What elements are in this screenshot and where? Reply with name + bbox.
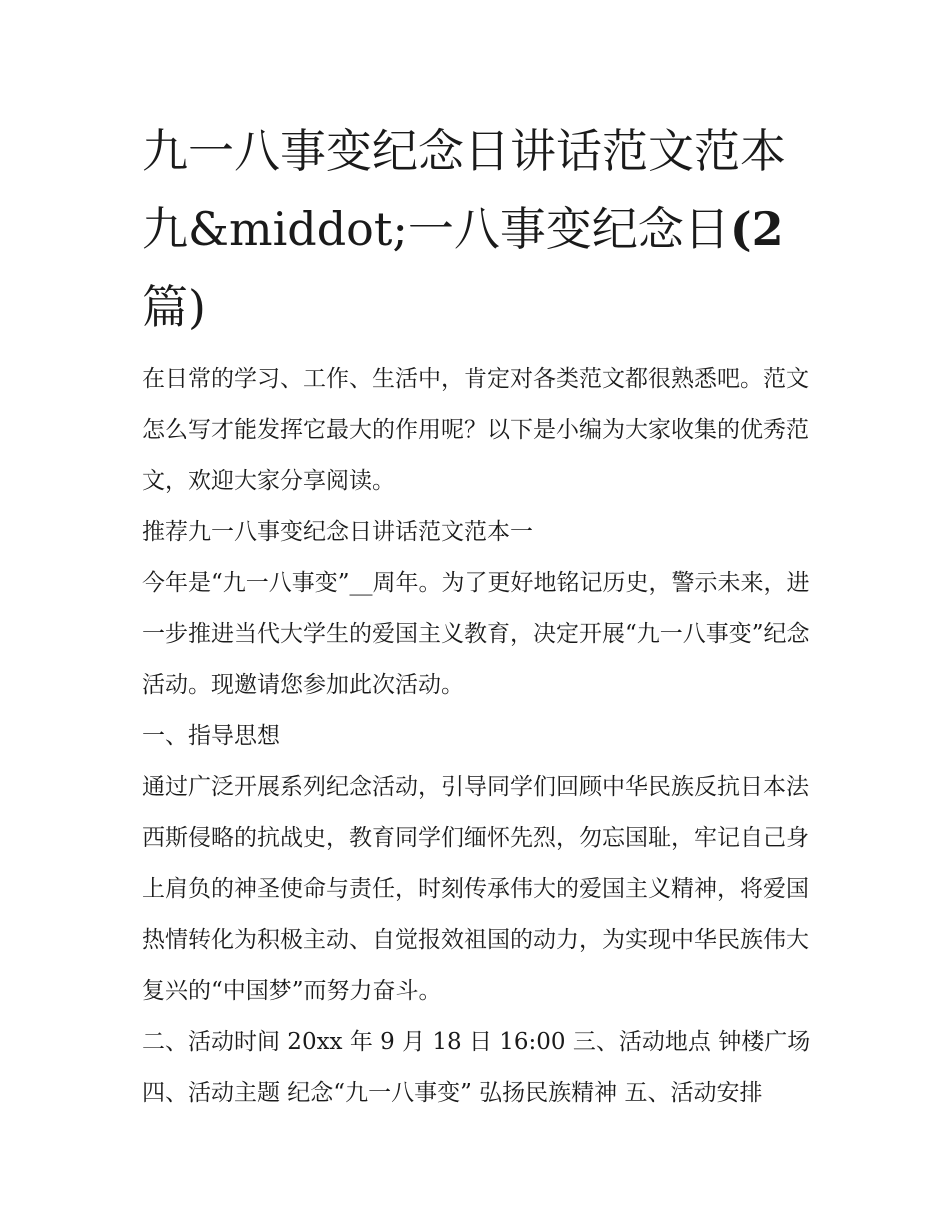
theme-arrangement-paragraph: 四、活动主题 纪念“九一八事变” 弘扬民族精神 五、活动安排 xyxy=(142,1080,763,1106)
guiding-thought-paragraph: 通过广泛开展系列纪念活动，引导同学们回顾中华民族反抗日本法西斯侵略的抗战史，教育同学们缅怀先烈，勿忘国耻，牢记自己身上肩负的神圣使命与责任，时刻传承伟大的爱国主义精神，将爱国热情转化为积极主动、自觉报效祖国的动力，为实现中华民族伟大复兴的“中国梦”而努力奋斗。 xyxy=(142,774,809,1004)
time-location-paragraph: 二、活动时间 20xx 年 9 月 18 日 16:00 三、活动地点 钟楼广场 xyxy=(142,1029,811,1055)
title-text: 九一八事变纪念日讲话范文范本 九&middot;一八事变纪念日 xyxy=(142,124,786,256)
intro-paragraph: 在日常的学习、工作、生活中，肯定对各类范文都很熟悉吧。范文怎么写才能发挥它最大的作用呢？以下是小编为大家收集的优秀范文，欢迎大家分享阅读。 xyxy=(142,366,809,494)
document-page xyxy=(142,0,814,1119)
document-title xyxy=(142,112,802,346)
document-body xyxy=(142,354,814,1119)
title-count: (2 xyxy=(729,202,784,256)
section-heading: 推荐九一八事变纪念日讲话范文范本一 xyxy=(142,519,533,545)
guiding-thought-heading: 一、指导思想 xyxy=(142,723,280,749)
title-suffix: 篇) xyxy=(142,280,206,334)
invitation-paragraph: 今年是“九一八事变”__周年。为了更好地铭记历史，警示未来，进一步推进当代大学生的爱国主义教育，决定开展“九一八事变”纪念活动。现邀请您参加此次活动。 xyxy=(142,570,810,698)
